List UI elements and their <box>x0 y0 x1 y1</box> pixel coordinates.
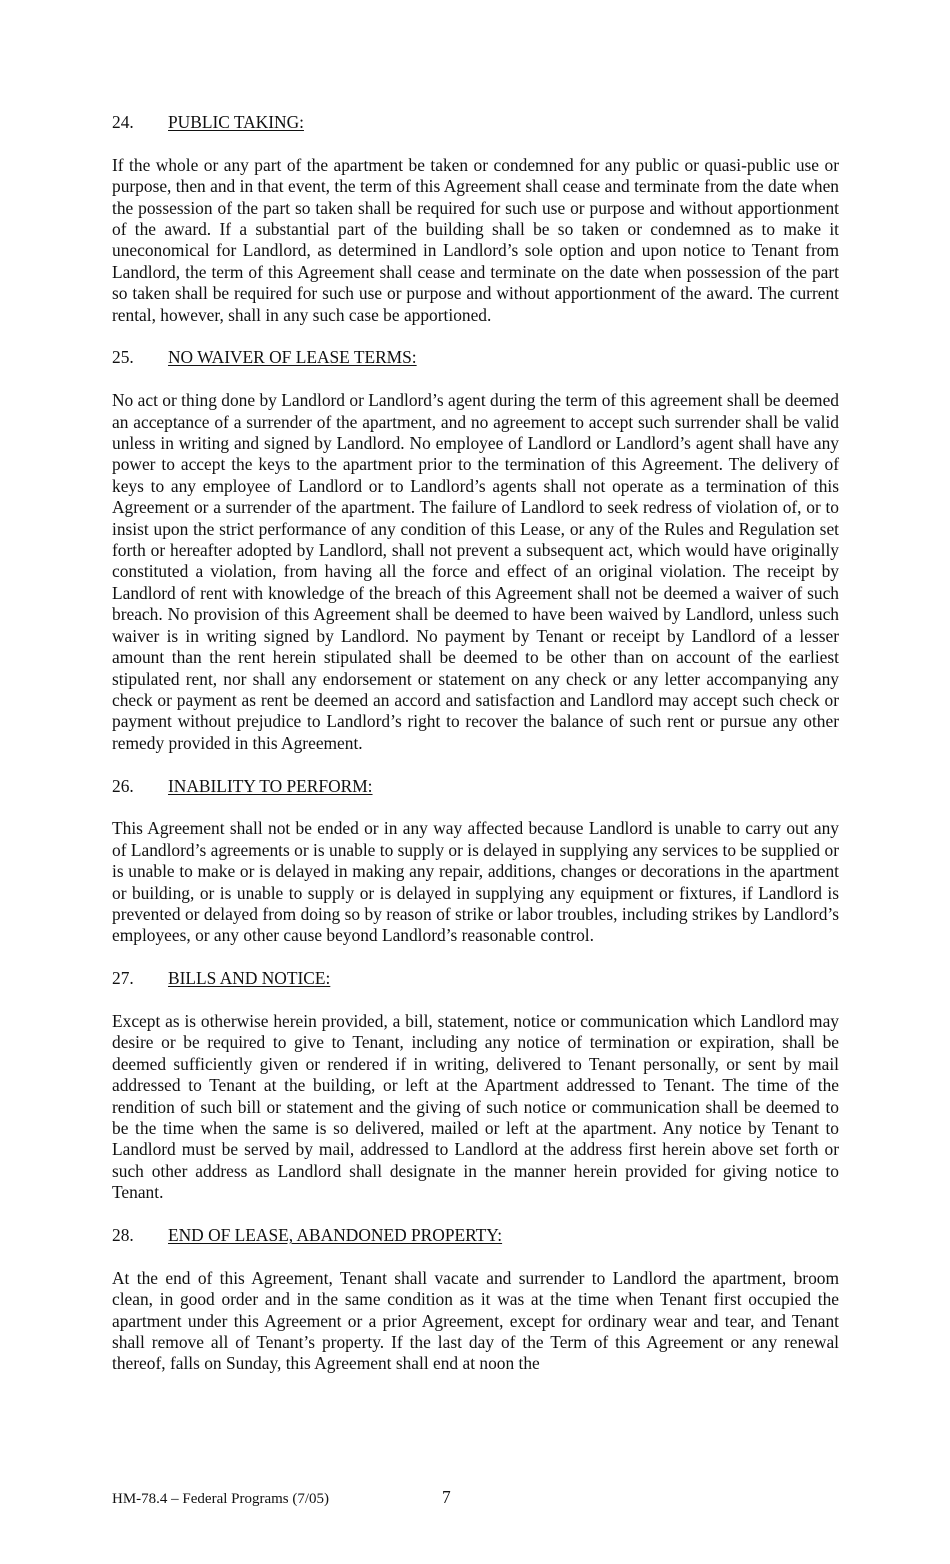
footer-page-number: 7 <box>442 1487 451 1507</box>
section-heading <box>112 112 839 133</box>
section-number: 27. <box>112 968 134 989</box>
section-heading <box>112 1225 839 1246</box>
section-body: If the whole or any part of the apartment be taken or condemned for any public or quasi-public use or purpose, then and in that event, the term of this Agreement shall cease and terminate from the date when the possession of the part so taken shall be required for such use or purpose and without apportionment of the award. If a substantial part of the building shall be so taken or condemned as to make it uneconomical for Landlord, as determined in Landlord’s sole option and upon notice to Tenant from Landlord, the term of this Agreement shall cease and terminate on the date when possession of the part so taken shall be required for such use or purpose and without apportionment of the award. The current rental, however, shall in any such case be apportioned. <box>112 154 839 325</box>
section-title: NO WAIVER OF LEASE TERMS: <box>168 347 417 368</box>
section-number: 25. <box>112 347 134 368</box>
section-end-of-lease <box>112 1225 839 1375</box>
section-body: At the end of this Agreement, Tenant shall vacate and surrender to Landlord the apartment, broom clean, in good order and in the same condition as it was at the time when Tenant first occupied the apartment under this Agreement or a prior Agreement, except for ordinary wear and tear, and Tenant shall remove all of Tenant’s property. If the last day of the Term of this Agreement or any renewal thereof, falls on Sunday, this Agreement shall end at noon the <box>112 1267 839 1374</box>
section-body: This Agreement shall not be ended or in any way affected because Landlord is unable to carry out any of Landlord’s agreements or is unable to supply or is delayed in supplying any services to be supplied or is unable to make or is delayed in making any repair, additions, changes or decorations in the apartment or building, or is unable to supply or is delayed in supplying any equipment or fixtures, if Landlord is prevented or delayed from doing so by reason of strike or labor troubles, including strikes by Landlord’s employees, or any other cause beyond Landlord’s reasonable control. <box>112 818 839 946</box>
footer-form-id: HM-78.4 – Federal Programs (7/05) <box>112 1491 330 1507</box>
section-title: END OF LEASE, ABANDONED PROPERTY: <box>168 1225 503 1245</box>
section-heading <box>112 968 839 989</box>
document-page <box>112 112 839 1396</box>
section-body: Except as is otherwise herein provided, a bill, statement, notice or communication which Landlord may desire or be required to give to Tenant, including any notice of termination or expiration, shall be deemed sufficiently given or rendered if in writing, delivered to Tenant personally, or sent by mail addressed to Tenant at the building, or left at the Apartment addressed to Tenant. The time of the rendition of such bill or statement and the giving of such notice or communication shall be deemed to be the time when the same is so delivered, mailed or left at the apartment. Any notice by Tenant to Landlord must be served by mail, addressed to Landlord at the address first herein above set forth or such other address as Landlord shall designate in the manner herein provided for giving notice to Tenant. <box>112 1010 839 1203</box>
section-heading <box>112 347 839 368</box>
section-number: 28. <box>112 1225 134 1245</box>
section-title: PUBLIC TAKING: <box>168 112 304 132</box>
section-bills-and-notice <box>112 968 839 1203</box>
section-public-taking <box>112 112 839 326</box>
section-title: INABILITY TO PERFORM: <box>168 775 373 796</box>
section-number: 24. <box>112 112 134 132</box>
section-inability-to-perform <box>112 776 839 947</box>
section-number: 26. <box>112 775 134 796</box>
section-title: BILLS AND NOTICE: <box>168 968 331 989</box>
section-no-waiver <box>112 347 839 754</box>
section-body: No act or thing done by Landlord or Landlord’s agent during the term of this agreement shall be deemed an acceptance of a surrender of the apartment, and no agreement to accept such surrender shall be valid unless in writing and signed by Landlord. No employee of Landlord or Landlord’s agent shall have any power to accept the keys to the apartment prior to the termination of this Agreement. The delivery of keys to any employee of Landlord or to Landlord’s agents shall not operate as a termination of this Agreement or a surrender of the apartment. The failure of Landlord to seek redress of violation of, or to insist upon the strict performance of any condition of this Lease, or any of the Rules and Regulation set forth or hereafter adopted by Landlord, shall not prevent a subsequent act, which would have originally constituted a violation, from having all the force and effect of an original violation. The receipt by Landlord of rent with knowledge of the breach of this Agreement shall not be deemed a waiver of such breach. No provision of this Agreement shall be deemed to have been waived by Landlord, unless such waiver is in writing signed by Landlord. No payment by Tenant or receipt by Landlord of a lesser amount than the rent herein stipulated shall be deemed to be other than on account of the earliest stipulated rent, nor shall any endorsement or statement on any check or any letter accompanying any check or payment as rent be deemed an accord and satisfaction and Landlord may accept such check or payment without prejudice to Landlord’s right to recover the balance of such rent or pursue any other remedy provided in this Agreement. <box>112 390 839 753</box>
section-heading <box>112 776 839 797</box>
